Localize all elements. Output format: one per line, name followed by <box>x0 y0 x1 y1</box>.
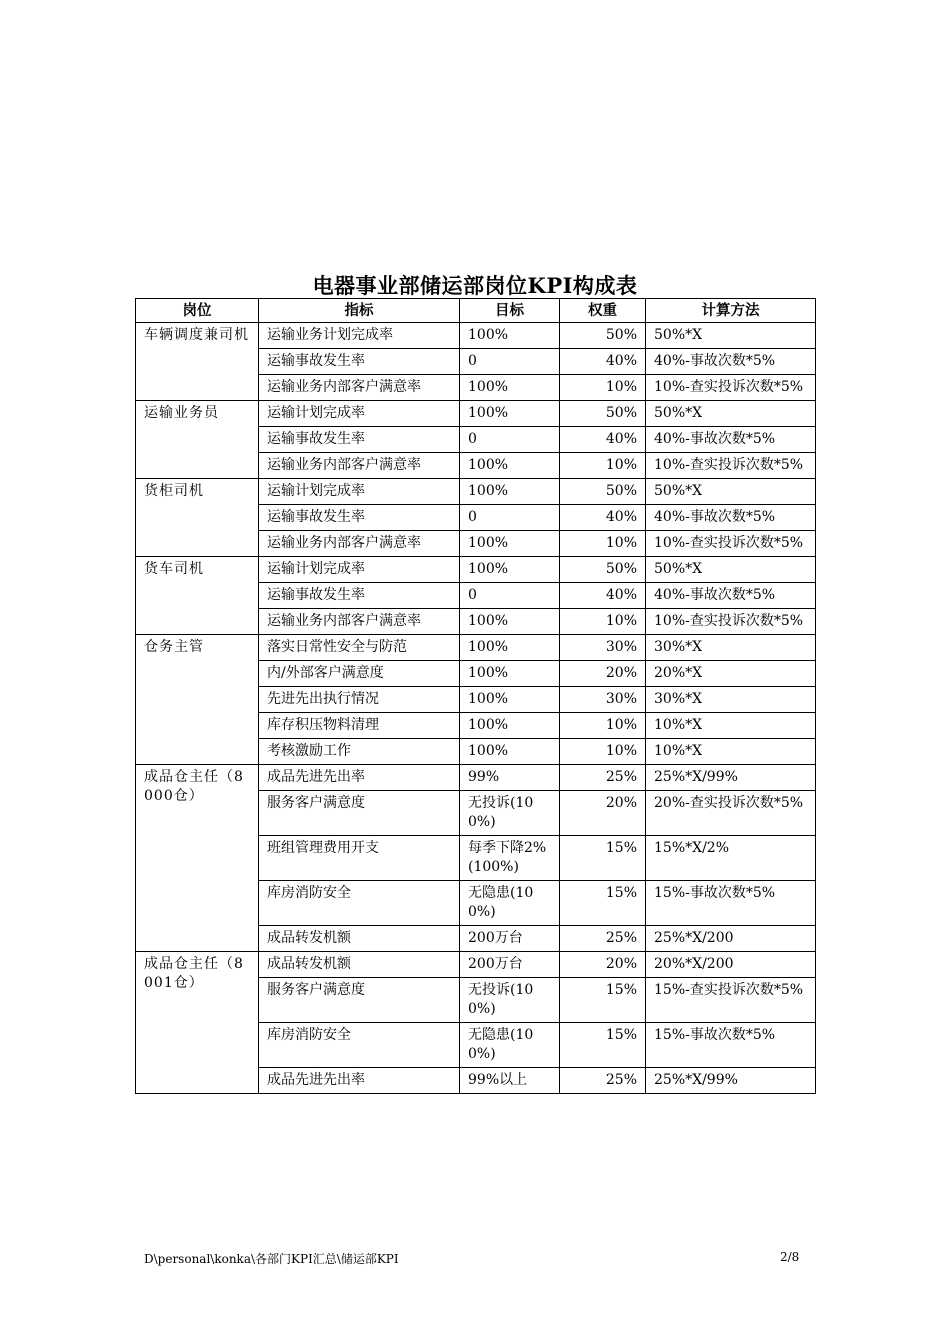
indicator-cell: 先进先出执行情况 <box>259 687 460 713</box>
target-cell: 100% <box>460 661 560 687</box>
header-target: 目标 <box>460 299 560 323</box>
table-row <box>136 323 816 349</box>
method-cell: 50%*X <box>646 557 816 583</box>
weight-cell: 15% <box>560 836 646 881</box>
weight-cell: 10% <box>560 609 646 635</box>
weight-cell: 15% <box>560 1023 646 1068</box>
target-cell: 0 <box>460 349 560 375</box>
target-cell: 100% <box>460 479 560 505</box>
weight-cell: 25% <box>560 765 646 791</box>
weight-cell: 25% <box>560 926 646 952</box>
method-cell: 10%-查实投诉次数*5% <box>646 453 816 479</box>
table-row <box>136 635 816 661</box>
target-cell: 0 <box>460 427 560 453</box>
target-cell: 100% <box>460 687 560 713</box>
table-row <box>136 401 816 427</box>
position-cell: 运输业务员 <box>136 401 259 479</box>
table-row <box>136 765 816 791</box>
header-indicator: 指标 <box>259 299 460 323</box>
target-cell: 无投诉(100%) <box>460 978 560 1023</box>
method-cell: 20%-查实投诉次数*5% <box>646 791 816 836</box>
header-method: 计算方法 <box>646 299 816 323</box>
target-cell: 100% <box>460 401 560 427</box>
weight-cell: 20% <box>560 661 646 687</box>
indicator-cell: 运输业务内部客户满意率 <box>259 609 460 635</box>
indicator-cell: 库房消防安全 <box>259 881 460 926</box>
target-cell: 无投诉(100%) <box>460 791 560 836</box>
target-cell: 每季下降2%(100%) <box>460 836 560 881</box>
indicator-cell: 运输事故发生率 <box>259 505 460 531</box>
target-cell: 无隐患(100%) <box>460 881 560 926</box>
position-cell: 成品仓主任（8001仓） <box>136 952 259 1094</box>
indicator-cell: 成品先进先出率 <box>259 1068 460 1094</box>
target-cell: 0 <box>460 583 560 609</box>
target-cell: 100% <box>460 609 560 635</box>
weight-cell: 50% <box>560 323 646 349</box>
method-cell: 25%*X/200 <box>646 926 816 952</box>
document-title: 电器事业部储运部岗位KPI构成表 <box>312 273 638 298</box>
method-cell: 10%*X <box>646 739 816 765</box>
weight-cell: 40% <box>560 427 646 453</box>
method-cell: 40%-事故次数*5% <box>646 349 816 375</box>
indicator-cell: 运输计划完成率 <box>259 557 460 583</box>
method-cell: 10%-查实投诉次数*5% <box>646 531 816 557</box>
target-cell: 200万台 <box>460 926 560 952</box>
indicator-cell: 库存积压物料清理 <box>259 713 460 739</box>
indicator-cell: 库房消防安全 <box>259 1023 460 1068</box>
indicator-cell: 运输计划完成率 <box>259 479 460 505</box>
position-cell: 成品仓主任（8000仓） <box>136 765 259 952</box>
weight-cell: 30% <box>560 687 646 713</box>
weight-cell: 15% <box>560 881 646 926</box>
method-cell: 50%*X <box>646 479 816 505</box>
method-cell: 40%-事故次数*5% <box>646 427 816 453</box>
method-cell: 25%*X/99% <box>646 765 816 791</box>
footer-page-number: 2/8 <box>780 1250 800 1264</box>
indicator-cell: 班组管理费用开支 <box>259 836 460 881</box>
method-cell: 30%*X <box>646 635 816 661</box>
indicator-cell: 成品转发机额 <box>259 952 460 978</box>
table-header-row <box>136 299 816 323</box>
indicator-cell: 考核激励工作 <box>259 739 460 765</box>
method-cell: 50%*X <box>646 323 816 349</box>
method-cell: 20%*X <box>646 661 816 687</box>
target-cell: 100% <box>460 375 560 401</box>
weight-cell: 50% <box>560 401 646 427</box>
table-row <box>136 479 816 505</box>
method-cell: 10%-查实投诉次数*5% <box>646 609 816 635</box>
weight-cell: 50% <box>560 557 646 583</box>
indicator-cell: 成品先进先出率 <box>259 765 460 791</box>
indicator-cell: 落实日常性安全与防范 <box>259 635 460 661</box>
position-cell: 货柜司机 <box>136 479 259 557</box>
method-cell: 15%*X/2% <box>646 836 816 881</box>
weight-cell: 15% <box>560 978 646 1023</box>
weight-cell: 25% <box>560 1068 646 1094</box>
target-cell: 无隐患(100%) <box>460 1023 560 1068</box>
indicator-cell: 内/外部客户满意度 <box>259 661 460 687</box>
table-body <box>136 323 816 1094</box>
method-cell: 15%-事故次数*5% <box>646 881 816 926</box>
weight-cell: 10% <box>560 531 646 557</box>
target-cell: 100% <box>460 453 560 479</box>
method-cell: 30%*X <box>646 687 816 713</box>
indicator-cell: 服务客户满意度 <box>259 978 460 1023</box>
method-cell: 10%-查实投诉次数*5% <box>646 375 816 401</box>
target-cell: 100% <box>460 557 560 583</box>
header-position: 岗位 <box>136 299 259 323</box>
method-cell: 40%-事故次数*5% <box>646 583 816 609</box>
target-cell: 99% <box>460 765 560 791</box>
header-weight: 权重 <box>560 299 646 323</box>
table-row <box>136 557 816 583</box>
position-cell: 仓务主管 <box>136 635 259 765</box>
indicator-cell: 运输业务内部客户满意率 <box>259 453 460 479</box>
target-cell: 100% <box>460 323 560 349</box>
weight-cell: 20% <box>560 791 646 836</box>
target-cell: 100% <box>460 713 560 739</box>
indicator-cell: 运输业务内部客户满意率 <box>259 531 460 557</box>
position-cell: 货车司机 <box>136 557 259 635</box>
indicator-cell: 运输事故发生率 <box>259 583 460 609</box>
footer-file-path: D\personal\konka\各部门KPI汇总\储运部KPI <box>144 1252 399 1266</box>
target-cell: 0 <box>460 505 560 531</box>
indicator-cell: 运输事故发生率 <box>259 349 460 375</box>
weight-cell: 10% <box>560 713 646 739</box>
target-cell: 99%以上 <box>460 1068 560 1094</box>
target-cell: 100% <box>460 635 560 661</box>
kpi-table <box>135 298 816 1094</box>
weight-cell: 40% <box>560 583 646 609</box>
indicator-cell: 运输业务内部客户满意率 <box>259 375 460 401</box>
weight-cell: 10% <box>560 453 646 479</box>
weight-cell: 30% <box>560 635 646 661</box>
method-cell: 25%*X/99% <box>646 1068 816 1094</box>
weight-cell: 40% <box>560 505 646 531</box>
method-cell: 50%*X <box>646 401 816 427</box>
method-cell: 15%-查实投诉次数*5% <box>646 978 816 1023</box>
table-row <box>136 952 816 978</box>
target-cell: 100% <box>460 531 560 557</box>
indicator-cell: 运输计划完成率 <box>259 401 460 427</box>
method-cell: 15%-事故次数*5% <box>646 1023 816 1068</box>
method-cell: 20%*X/200 <box>646 952 816 978</box>
target-cell: 200万台 <box>460 952 560 978</box>
indicator-cell: 成品转发机额 <box>259 926 460 952</box>
indicator-cell: 运输事故发生率 <box>259 427 460 453</box>
method-cell: 40%-事故次数*5% <box>646 505 816 531</box>
indicator-cell: 服务客户满意度 <box>259 791 460 836</box>
target-cell: 100% <box>460 739 560 765</box>
weight-cell: 10% <box>560 739 646 765</box>
indicator-cell: 运输业务计划完成率 <box>259 323 460 349</box>
weight-cell: 20% <box>560 952 646 978</box>
weight-cell: 50% <box>560 479 646 505</box>
weight-cell: 40% <box>560 349 646 375</box>
weight-cell: 10% <box>560 375 646 401</box>
position-cell: 车辆调度兼司机 <box>136 323 259 401</box>
method-cell: 10%*X <box>646 713 816 739</box>
